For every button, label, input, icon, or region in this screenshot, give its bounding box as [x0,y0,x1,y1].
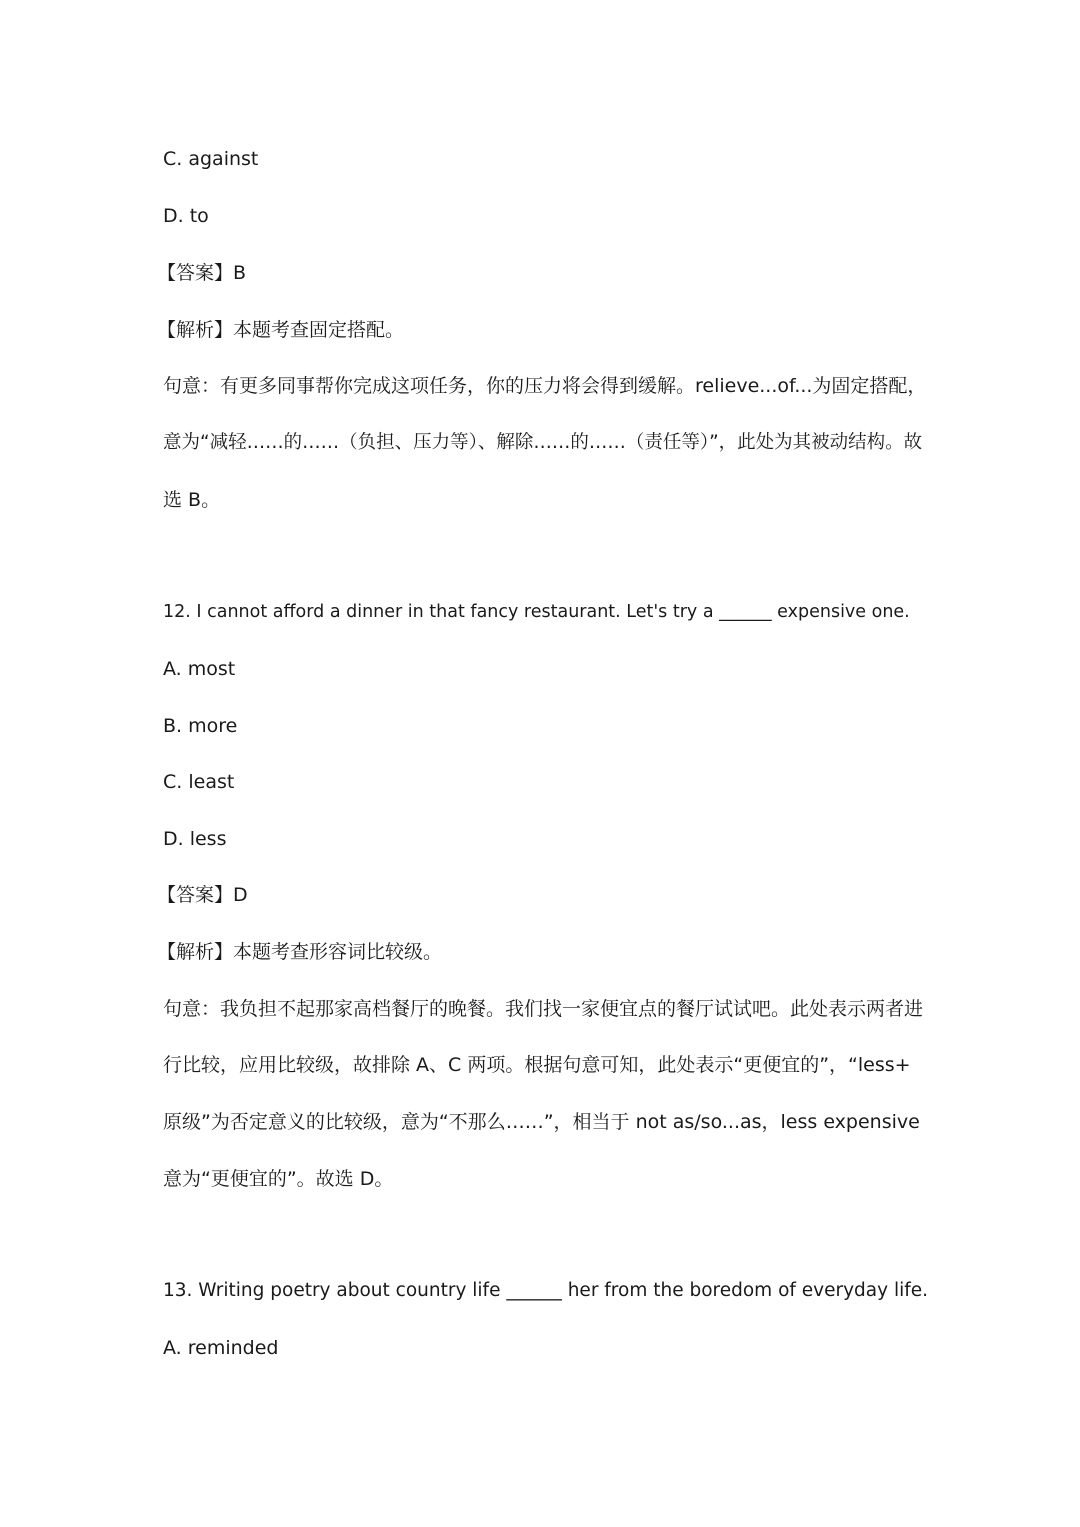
q12-analysis-head: 【解析】本题考查形容词比较级。 [157,941,443,963]
q12-question: 12. I cannot afford a dinner in that fancy restaurant. Let's try a ______ expensive one. [163,602,910,622]
q12-option-a: A. most [163,658,236,680]
q11-analysis-head: 【解析】本题考查固定搭配。 [157,319,405,341]
q12-analysis-line: 行比较，应用比较级，故排除 A、C 两项。根据句意可知，此处表示“更便宜的”，“less+ [163,1054,911,1076]
q12-answer: 【答案】D [157,884,248,906]
q11-option-d: D. to [163,205,209,227]
q11-option-c: C. against [163,148,259,170]
q11-analysis-line: 句意：有更多同事帮你完成这项任务，你的压力将会得到缓解。relieve...of...为固定搭配， [163,375,927,397]
q12-analysis-line: 原级”为否定意义的比较级，意为“不那么……”，相当于 not as/so...as，less expensive [163,1111,920,1133]
q11-analysis-line: 选 B。 [163,489,221,511]
q12-option-c: C. least [163,771,235,793]
q12-analysis-line: 意为“更便宜的”。故选 D。 [163,1168,394,1190]
q11-answer: 【答案】B [157,262,247,284]
q13-question: 13. Writing poetry about country life ______ her from the boredom of everyday life. [163,1280,929,1301]
q12-option-b: B. more [163,715,238,737]
q13-option-a: A. reminded [163,1337,279,1359]
q11-analysis-line: 意为“减轻……的……（负担、压力等）、解除……的……（责任等）”，此处为其被动结构。故 [163,432,923,453]
q12-analysis-line: 句意：我负担不起那家高档餐厅的晚餐。我们找一家便宜点的餐厅试试吧。此处表示两者进 [163,998,924,1020]
q12-option-d: D. less [163,828,227,850]
